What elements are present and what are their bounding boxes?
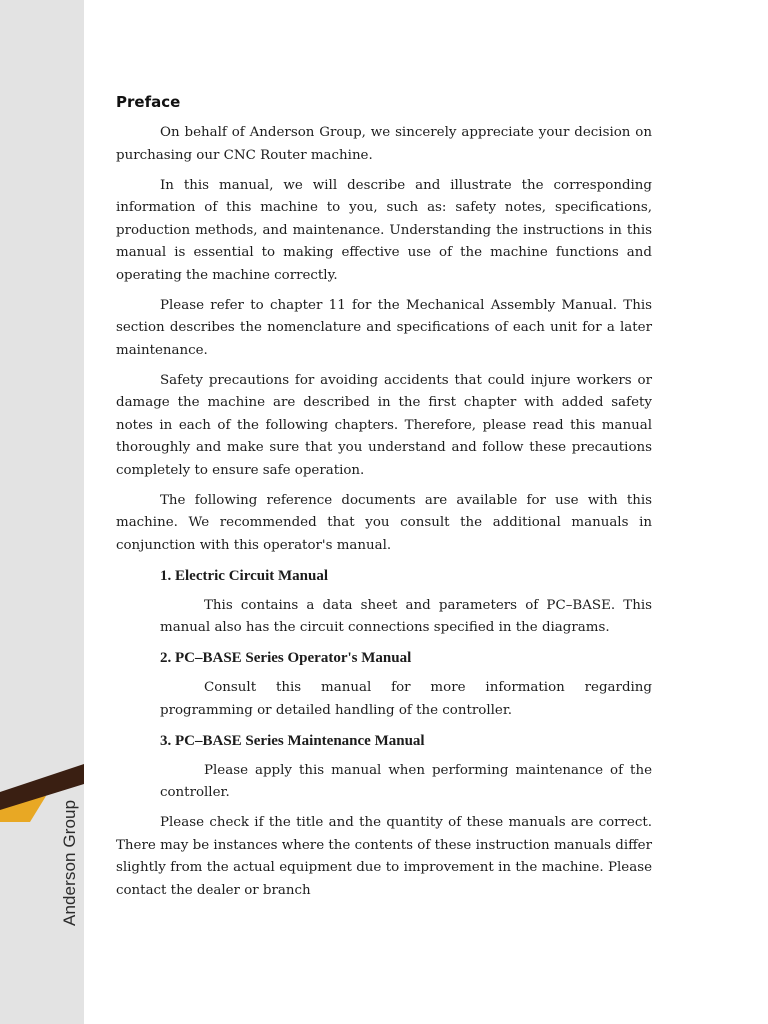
closing-paragraph: Please check if the title and the quantity of these manuals are correct. There may be instances where the contents of these instruction manuals differ slightly from the actual equipment due to improvement in the machine. Please contact the dealer or branch xyxy=(116,815,652,898)
paragraph: On behalf of Anderson Group, we sincerely appreciate your decision on purchasing our CNC Router machine. xyxy=(116,125,652,163)
paragraph: The following reference documents are available for use with this machine. We recommended that you consult the additional manuals in conjunction with this operator's manual. xyxy=(116,492,652,553)
brand-name: Anderson Group xyxy=(60,799,79,926)
paragraph: In this manual, we will describe and illustrate the corresponding information of this machine to you, such as: safety notes, specifications, production methods, and maintenance. Understanding the instructions in this manual is essential to making effective use of the machine functions and operating the machine correctly. xyxy=(116,177,652,283)
page-title: Preface xyxy=(116,93,181,111)
reference-description: Please apply this manual when performing maintenance of the controller. xyxy=(160,762,652,800)
reference-title: 3. PC–BASE Series Maintenance Manual xyxy=(160,732,425,749)
reference-title: 2. PC–BASE Series Operator's Manual xyxy=(160,650,412,666)
paragraph: Please refer to chapter 11 for the Mechanical Assembly Manual. This section describes the nomenclature and specifications of each unit for a later maintenance. xyxy=(116,297,652,358)
document-body xyxy=(116,90,652,902)
reference-description: Consult this manual for more information regarding programming or detailed handling of the controller. xyxy=(160,680,652,718)
paragraph: Safety precautions for avoiding accidents that could injure workers or damage the machine are described in the first chapter with added safety notes in each of the following chapters. Therefore, please read this manual thoroughly and make sure that you understand and follow these precautions completely to ensure safe operation. xyxy=(116,372,652,478)
sidebar-strip xyxy=(0,0,84,1024)
reference-title: 1. Electric Circuit Manual xyxy=(160,567,329,584)
reference-description: This contains a data sheet and parameters of PC–BASE. This manual also has the circuit connections specified in the diagrams. xyxy=(160,597,652,635)
